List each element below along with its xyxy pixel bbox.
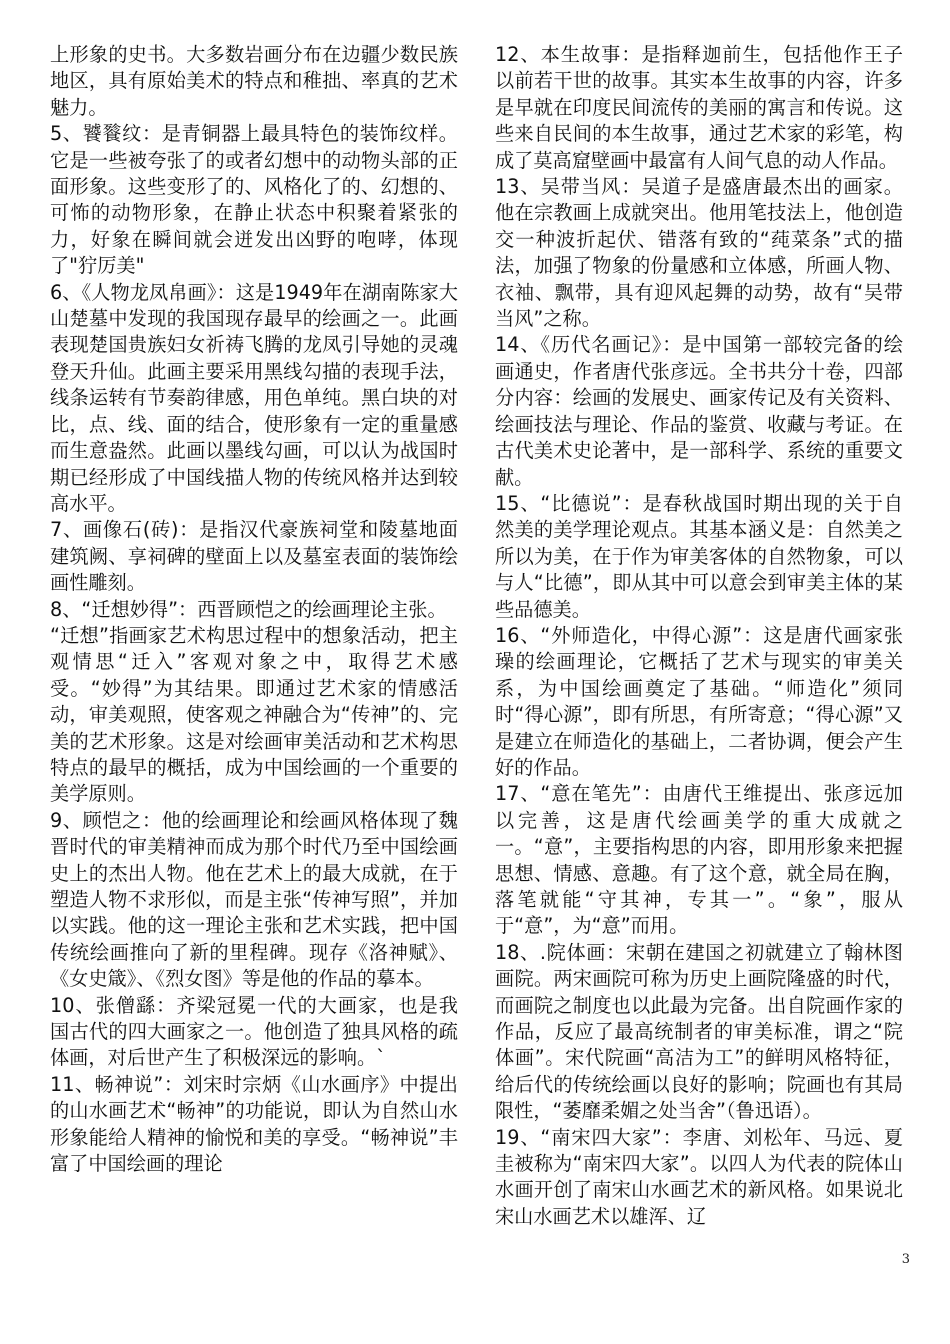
paragraph-stone-relief: 7、画像石(砖)：是指汉代豪族祠堂和陵墓地面建筑阙、享祠碑的壁面上以及墓室表面的装饰绘画性雕刻。 xyxy=(50,518,458,595)
paragraph-wu-dai-dangfeng: 13、吴带当风：吴道子是盛唐最杰出的画家。他在宗教画上成就突出。他用笔技法上，他创造交一种波折起伏、错落有致的“莼菜条”式的描法，加强了物象的份量感和立体感，所画人物、衣袖、飘带，具有迎风起舞的动势，故有“吴带当风”之称。 xyxy=(495,175,903,331)
paragraph-changshen-theory: 11、畅神说”：刘宋时宗炳《山水画序》中提出的山水画艺术“畅神”的功能说，即认为自然山水形象能给人精神的愉悦和美的享受。“畅神说”丰富了中国绘画的理论 xyxy=(50,1072,458,1176)
left-column xyxy=(50,42,458,1177)
paragraph-bide-theory: 15、“比德说”：是春秋战国时期出现的关于自然美的美学理论观点。其基本涵义是：自然美之所以为美，在于作为审美客体的自然物象，可以与人“比德”，即从其中可以意会到审美主体的某些品德美。 xyxy=(495,491,903,621)
paragraph-academy-painting: 18、.院体画：宋朝在建国之初就建立了翰林图画院。两宋画院可称为历史上画院隆盛的时代，而画院之制度也以此最为完备。出自院画作家的作品，反应了最高统制者的审美标准，谓之“院体画”。宋代院画“高洁为工”的鲜明风格特征，给后代的传统绘画以良好的影响；院画也有其局限性，“萎靡柔媚之处当舍”（鲁迅语）。 xyxy=(495,940,903,1123)
paragraph-zhang-sengyao: 10、张僧繇：齐梁冠冕一代的大画家，也是我国古代的四大画家之一。他创造了独具风格的疏体画，对后世产生了积极深远的影响。` xyxy=(50,993,458,1070)
page-number: 3 xyxy=(901,1252,910,1267)
paragraph-silk-painting: 6、《人物龙凤帛画》：这是1949年在湖南陈家大山楚墓中发现的我国现存最早的绘画之一。此画表现楚国贵族妇女祈祷飞腾的龙凤引导她的灵魂登天升仙。此画主要采用黑线勾描的表现手法，线条运转有节奏韵律感，用色单纯。黑白块的对比，点、线、面的结合，使形象有一定的重量感而生意盎然。此画以墨线勾画，可以认为战国时期已经形成了中国线描人物的传统风格并达到较高水平。 xyxy=(50,280,458,515)
paragraph-lidai-minghua-ji: 14、《历代名画记》：是中国第一部较完备的绘画通史，作者唐代张彦远。全书共分十卷，四部分内容：绘画的发展史、画家传记及有关资料、绘画技法与理论、作品的鉴赏、收藏与考证。在古代美术史论著中，是一部科学、系统的重要文献。 xyxy=(495,333,903,489)
paragraph-rock-painting-tail: 上形象的史书。大多数岩画分布在边疆少数民族地区，具有原始美术的特点和稚拙、率真的艺术魅力。 xyxy=(50,43,458,119)
right-column xyxy=(495,42,903,1230)
paragraph-taotie-pattern: 5、饕餮纹：是青铜器上最具特色的装饰纹样。它是一些被夸张了的或者幻想中的动物头部的正面形象。这些变形了的、风格化了的、幻想的、可怖的动物形象，在静止状态中积聚着紧张的力，好象在瞬间就会迸发出凶野的咆哮，体现了"狞厉美" xyxy=(50,122,458,278)
paragraph-qianxiang-miaode: 8、“迁想妙得”：西晋顾恺之的绘画理论主张。 xyxy=(50,597,447,621)
paragraph-yi-zai-bi-xian: 17、“意在笔先”：由唐代王维提出、张彦远加以完善，这是唐代绘画美学的重大成就之一。“意”，主要指构思的内容，即用形象来把握思想、情感、意趣。有了这个意，就全局在胸，落笔就能“守其神，专其一”。“象”，服从于“意”，为“意”而用。 xyxy=(495,782,903,938)
paragraph-qianxiang-explanation: “迁想”指画家艺术构思过程中的想象活动，把主观情思“迁入”客观对象之中，取得艺术感受。“妙得”为其结果。即通过艺术家的情感活动，审美观照，使客观之神融合为“传神”的、完美的艺术形象。这是对绘画审美活动和艺术构思特点的最早的概括，成为中国绘画的一个重要的美学原则。 xyxy=(50,623,458,806)
paragraph-southern-song-masters: 19、“南宋四大家”：李唐、刘松年、马远、夏圭被称为“南宋四大家”。以四人为代表的院体山水画开创了南宋山水画艺术的新风格。如果说北宋山水画艺术以雄浑、辽 xyxy=(495,1125,903,1228)
paragraph-jataka-stories: 12、本生故事：是指释迦前生，包括他作王子以前若干世的故事。其实本生故事的内容，许多是早就在印度民间流传的美丽的寓言和传说。这些来自民间的本生故事，通过艺术家的彩笔，构成了莫高窟壁画中最富有人间气息的动人作品。 xyxy=(495,43,903,172)
paragraph-waishi-zaohua: 16、“外师造化，中得心源”：这是唐代画家张璪的绘画理论，它概括了艺术与现实的审美关系，为中国绘画奠定了基础。“师造化”须同时“得心源”，即有所思，有所寄意；“得心源”又是建立在师造化的基础上，二者协调，便会产生好的作品。 xyxy=(495,623,903,779)
paragraph-gu-kaizhi: 9、顾恺之：他的绘画理论和绘画风格体现了魏晋时代的审美精神而成为那个时代乃至中国绘画史上的杰出人物。他在艺术上的最大成就，在于塑造人物不求形似，而是主张“传神写照”，并加以实践。他的这一理论主张和艺术实践，把中国传统绘画推向了新的里程碑。现存《洛神赋》、《女史箴》、《烈女图》等是他的作品的摹本。 xyxy=(50,808,458,991)
